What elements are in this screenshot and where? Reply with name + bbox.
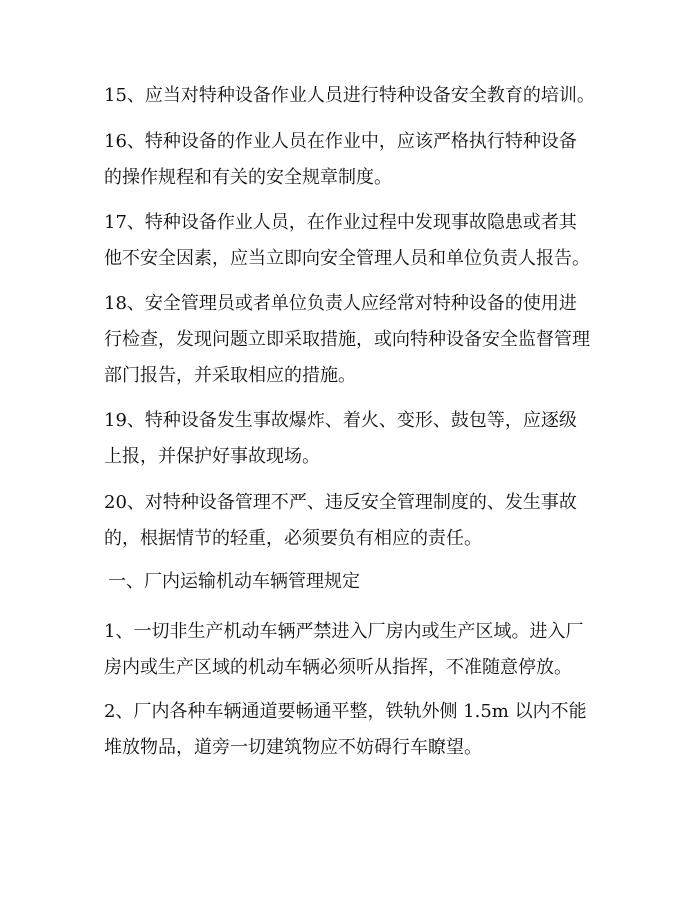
paragraph-line: 堆放物品，道旁一切建筑物应不妨碍行车瞭望。 bbox=[104, 737, 482, 758]
paragraph-item-19 bbox=[104, 403, 624, 475]
paragraph-line: 18、安全管理员或者单位负责人应经常对特种设备的使用进 bbox=[104, 293, 577, 314]
paragraph-line: 的操作规程和有关的安全规章制度。 bbox=[104, 167, 392, 188]
paragraph-line: 19、特种设备发生事故爆炸、着火、变形、鼓包等，应逐级 bbox=[104, 410, 577, 431]
paragraph-item-1 bbox=[104, 614, 624, 686]
paragraph-line: 2、厂内各种车辆通道要畅通平整，铁轨外侧 1.5m 以内不能 bbox=[104, 701, 587, 722]
section-heading bbox=[108, 564, 628, 600]
paragraph-item-17 bbox=[104, 205, 624, 277]
paragraph-line: 15、应当对特种设备作业人员进行特种设备安全教育的培训。 bbox=[104, 85, 595, 106]
paragraph-item-16 bbox=[104, 124, 624, 196]
section-heading-text: 一、厂内运输机动车辆管理规定 bbox=[108, 571, 360, 592]
paragraph-line: 上报，并保护好事故现场。 bbox=[104, 446, 320, 467]
paragraph-line: 部门报告，并采取相应的措施。 bbox=[104, 365, 356, 386]
paragraph-line: 17、特种设备作业人员，在作业过程中发现事故隐患或者其 bbox=[104, 212, 577, 233]
paragraph-item-18 bbox=[104, 286, 624, 394]
paragraph-line: 1、一切非生产机动车辆严禁进入厂房内或生产区域。进入厂 bbox=[104, 621, 584, 642]
paragraph-item-2 bbox=[104, 694, 624, 766]
paragraph-item-15 bbox=[104, 78, 624, 114]
paragraph-item-20 bbox=[104, 485, 624, 557]
paragraph-line: 的，根据情节的轻重，必须要负有相应的责任。 bbox=[104, 528, 482, 549]
paragraph-line: 16、特种设备的作业人员在作业中，应该严格执行特种设备 bbox=[104, 131, 577, 152]
paragraph-line: 行检查，发现问题立即采取措施，或向特种设备安全监督管理 bbox=[104, 329, 590, 350]
paragraph-line: 20、对特种设备管理不严、违反安全管理制度的、发生事故 bbox=[104, 492, 577, 513]
paragraph-line: 他不安全因素，应当立即向安全管理人员和单位负责人报告。 bbox=[104, 248, 590, 269]
paragraph-line: 房内或生产区域的机动车辆必须听从指挥，不准随意停放。 bbox=[104, 657, 572, 678]
